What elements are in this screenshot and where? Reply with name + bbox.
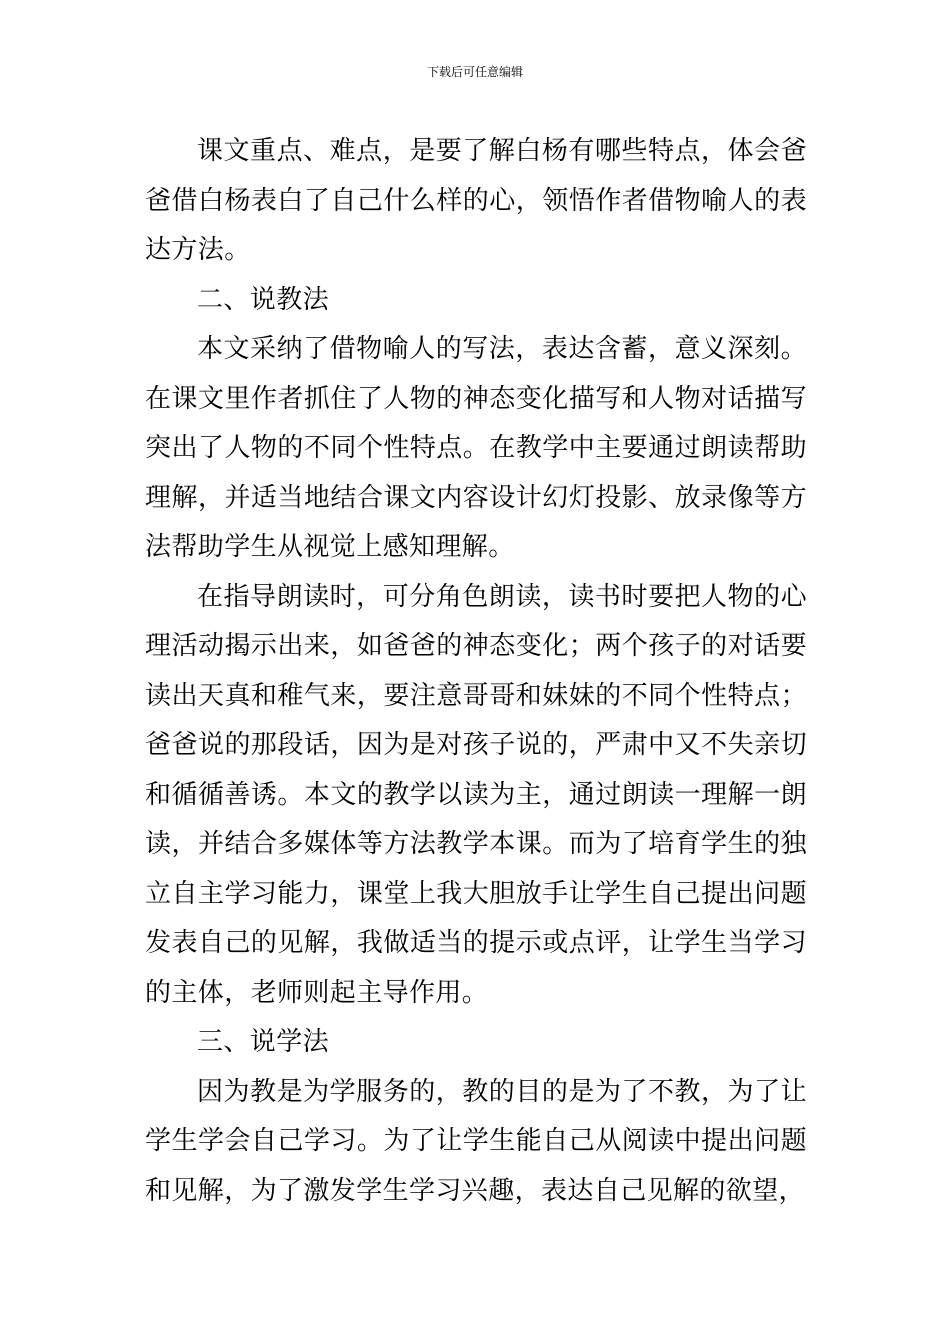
paragraph-teaching-method: 本文采纳了借物喻人的写法，表达含蓄，意义深刻。在课文里作者抓住了人物的神态变化描写和人物对话描写突出了人物的不同个性特点。在教学中主要通过朗读帮助理解，并适当地结合课文内容设计幻灯投影、放录像等方法帮助学生从视觉上感知理解。 [145,334,807,562]
document-body [145,127,807,1216]
paragraph-reading-guidance: 在指导朗读时，可分角色朗读，读书时要把人物的心理活动揭示出来，如爸爸的神态变化；两个孩子的对话要读出天真和稚气来，要注意哥哥和妹妹的不同个性特点；爸爸说的那段话，因为是对孩子说的，严肃中又不失亲切和循循善诱。本文的教学以读为主，通过朗读一理解一朗读，并结合多媒体等方法教学本课。而为了培育学生的独立自主学习能力，课堂上我大胆放手让学生自己提出问题发表自己的见解，我做适当的提示或点评，让学生当学习的主体，老师则起主导作用。 [145,581,807,1008]
section-heading-teaching-method: 二、说教法 [197,284,330,315]
section-heading-learning-method: 三、说学法 [197,1027,330,1057]
page-header: 下载后可任意编辑 [426,65,523,79]
paragraph-learning-method: 因为教是为学服务的，教的目的是为了不教，为了让学生学会自己学习。为了让学生能自己从阅读中提出问题和见解，为了激发学生学习兴趣，表达自己见解的欲望， [145,1076,807,1206]
paragraph-key-difficulties: 课文重点、难点，是要了解白杨有哪些特点，体会爸爸借白杨表白了自己什么样的心，领悟作者借物喻人的表达方法。 [145,136,807,265]
